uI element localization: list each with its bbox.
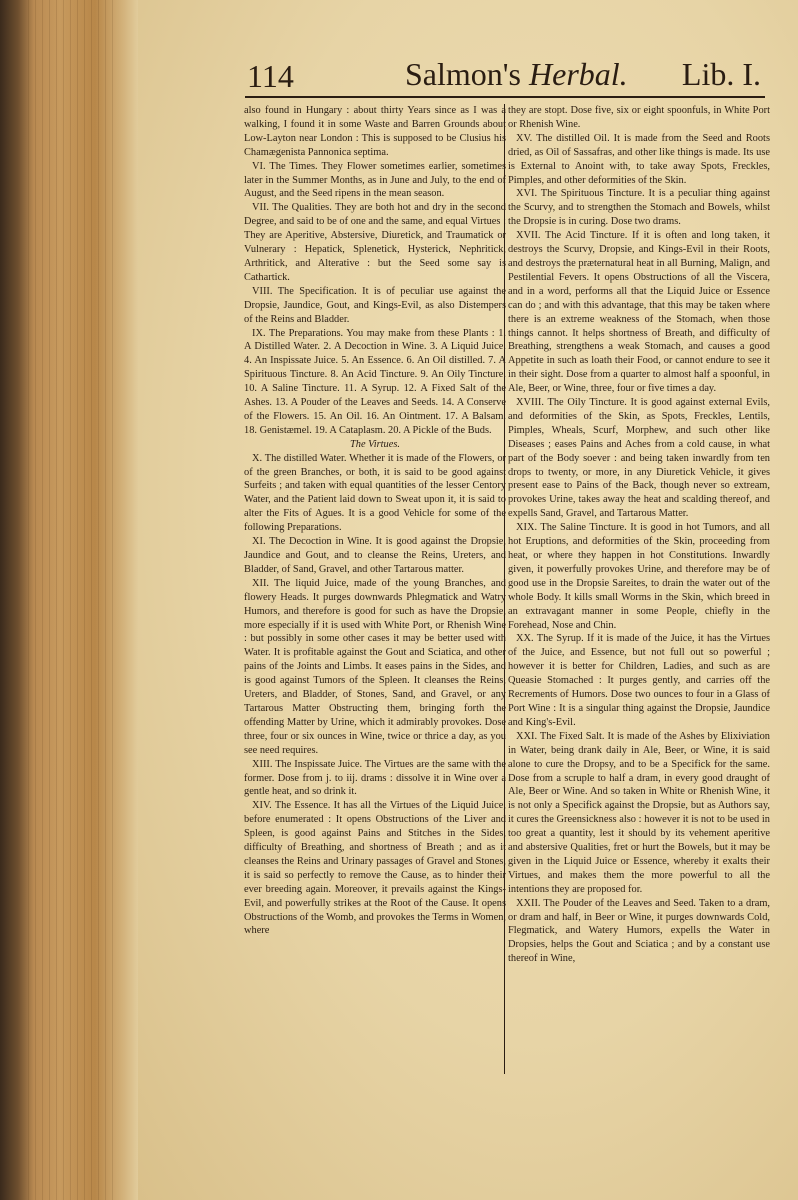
paragraph: XVI. The Spirituous Tincture. It is a peculiar thing against the Scurvy, and to strengthen the Stomach and Bowels, whilst the Dropsie is in curing. Dose two drams. — [508, 188, 770, 228]
paragraph: X. The distilled Water. Whether it is made of the Flowers, or of the green Branches, or both, it is said to be good against Surfeits ; and taken with equal quantities of the lesser Centory Water, and the Patient laid down to Sweat upon it, it is said to alter the Fits of Agues. It is a good Vehicle for some of the following Preparations. — [244, 452, 506, 534]
paragraph: VII. The Qualities. They are both hot and dry in the second Degree, and said to be of one and the same, and equal Virtues : They are Aperitive, Abstersive, Diuretick, and Traumatick or Vulnerary : Hepatick, Splenetick, Hysterick, Nephritick, Arthritick, and Alterative : but the Seed some say is Cathartick. — [244, 202, 506, 283]
paragraph: IX. The Preparations. You may make from these Plants : 1. A Distilled Water. 2. A Decoction in Wine. 3. A Liquid Juice. 4. An Inspissate Juice. 5. An Essence. 6. An Oil distilled. 7. A Spirituous Tincture. 8. An Acid Tincture. 9. An Oily Tincture. 10. A Saline Tincture. 11. A Syrup. 12. A Fixed Salt of the Ashes. 13. A Pouder of the Leaves and Seeds. 14. A Conserve of the Flowers. 15. An Oil. 16. An Ointment. 17. A Balsam. 18. Genistæmel. 19. A Cataplasm. 20. A Pickle of the Buds. — [244, 327, 506, 436]
right-column — [508, 104, 770, 966]
paragraph: XXI. The Fixed Salt. It is made of the Ashes by Elixiviation in Water, being drank daily in Ale, Beer, or Wine, it is said alone to cure the Dropsy, and to be a Specifick for the same. Dose from a scruple to half a dram, in every good draught of Ale, Beer or Wine. And so taken in White or Rhenish Wine, it is not only a Specifick against the Dropsie, but as Authors say, it cures the Greensickness also : however it is not to be used in too great a quantity, lest it should by its vehement aperitive and abstersive Qualities, fret or hurt the Bowels, but it may be given in the Liquid Juice or Essence, whereby it exalts their Virtues, and makes them the more powerful to all the intentions they are proposed for. — [508, 730, 770, 895]
paragraph: XII. The liquid Juice, made of the young Branches, and flowery Heads. It purges downwards Phlegmatick and Watry Humors, and therefore is good for such as have the Dropsie, more especially if it is used with White Port, or Rhenish Wine : but possibly in some other cases it may be better used with Water. It is profitable against the Gout and Sciatica, and other pains of the Joints and Limbs. It eases pains in the Sides, and is good against Tumors of the Spleen. It cleanses the Reins, Ureters, and Bladder, of Stones, Sand, and Gravel, or any Tartarous Matter Obstructing them, bringing forth the offending Matter by Urine, which it admirably provokes. Dose three, four or six ounces in Wine, twice or thrice a day, as you see need requires. — [244, 577, 506, 756]
paragraph: XIV. The Essence. It has all the Virtues of the Liquid Juice, before enumerated : It opens Obstructions of the Liver and Spleen, is good against Pains and Stitches in the Sides, difficulty of Breathing, and shortness of Breath ; and as it cleanses the Reins and Urinary passages of Gravel and Stones, it is said so perfectly to remove the Cause, as to hinder their ever breeding again. Moreover, it prevails against the Kings-Evil, and powerfully strikes at the Root of the Cause. It opens Obstructions of the Womb, and provokes the Terms in Women, where — [244, 800, 506, 937]
book-label: Lib. I. — [681, 56, 761, 92]
paragraph: also found in Hungary : about thirty Years since as I was a walking, I found it in some Waste and Barren Grounds about Low-Layton near London : This is supposed to be Clusius his Chamægenista Pannonica septima. — [244, 105, 506, 158]
running-title-main: Salmon's — [405, 56, 521, 92]
paragraph: XVII. The Acid Tincture. If it is often and long taken, it destroys the Scurvy, Dropsie, and Kings-Evil in their Roots, and destroys the præternatural heat in all Burning, Malign, and Pestilential Fevers. It opens Obstructions of all the Viscera, and in a word, performs all that the Liquid Juice or Essence can do ; and with this advantage, that this may be taken where there is an extreme weakness of the Stomach, when those things cannot. It helps shortness of Breath, and difficulty of Breathing, strengthens a weak Stomach, and causes a good Appetite in such as loath their Food, or cannot endure to see it in their sight. Dose from a quarter to almost half a spoonful, in Ale, Beer, or Wine, three, four or five times a day. — [508, 230, 770, 395]
paragraph: XX. The Syrup. If it is made of the Juice, it has the Virtues of the Juice, and Essence, but not full out so powerful ; however it is better for Children, Ladies, and such as are Queasie Stomached : It purges gently, and carries off the Recrements of Humors. Dose two ounces to four in a Glass of Port Wine : It is a singular thing against the Dropsie, Jaundice and King's-Evil. — [508, 633, 770, 728]
paragraph: VI. The Times. They Flower sometimes earlier, sometimes later in the Summer Months, as in June and July, to the end of August, and the Seed ripens in the mean season. — [244, 160, 506, 200]
paragraph: VIII. The Specification. It is of peculiar use against the Dropsie, Jaundice, Gout, and Kings-Evil, as also Distempers of the Reins and Bladder. — [244, 285, 506, 325]
page-edges — [28, 0, 118, 1200]
paragraph: XIII. The Inspissate Juice. The Virtues are the same with the former. Dose from j. to iij. drams : dissolve it in Wine over a gentle heat, and so drink it. — [244, 758, 506, 798]
paragraph: XVIII. The Oily Tincture. It is good against external Evils, and deformities of the Skin, as Spots, Freckles, Lentils, Pimples, Wheals, Scurf, Morphew, and such other like Diseases ; eases Pains and Aches from a cold cause, in what part of the Body soever : and being taken inwardly from ten drops to twenty, or more, in any Diuretick Vehicle, it gives present ease to Pains of the Back, though never so extream, provokes Urine, takes away the heat and scalding thereof, and expells Sand, Gravel, and Tartarous Matter. — [508, 397, 770, 520]
page-number: 114 — [247, 58, 294, 94]
running-title — [405, 56, 628, 93]
left-column — [244, 104, 506, 938]
paragraph: XXII. The Pouder of the Leaves and Seed. Taken to a dram, or dram and half, in Beer or Wine, it purges downwards Cold, Flegmatick, and Watery Humors, expells the Water in Dropsies, helps the Gout and Sciatica ; and by a constant use thereof in Wine, — [508, 897, 770, 965]
paragraph: XIX. The Saline Tincture. It is good in hot Tumors, and all hot Eruptions, and deformities of the Skin, proceeding from heat, or where they happen in hot Constitutions. Inwardly given, it powerfully provokes Urine, and therefore may be of good use in the Dropsie Sareites, to drain the water out of the whole Body. It kills small Worms in the Skin, which breed in an extravagant manner in some People, chiefly in the Forehead, Nose and Chin. — [508, 522, 770, 631]
paragraph: they are stopt. Dose five, six or eight spoonfuls, in White Port or Rhenish Wine. — [508, 105, 770, 130]
paragraph: XV. The distilled Oil. It is made from the Seed and Roots dried, as Oil of Sassafras, and other like things is made. Its use is External to Anoint with, to take away Spots, Freckles, Pimples, and other deformities of the Skin. — [508, 132, 770, 186]
running-title-italic: Herbal. — [521, 56, 628, 92]
paragraph: XI. The Decoction in Wine. It is good against the Dropsie, Jaundice and Gout, and to cleanse the Reins, Ureters, and Bladder, of Sand, Gravel, and other Tartarous matter. — [244, 536, 506, 575]
running-head — [245, 52, 765, 98]
section-heading: The Virtues. — [349, 438, 401, 450]
